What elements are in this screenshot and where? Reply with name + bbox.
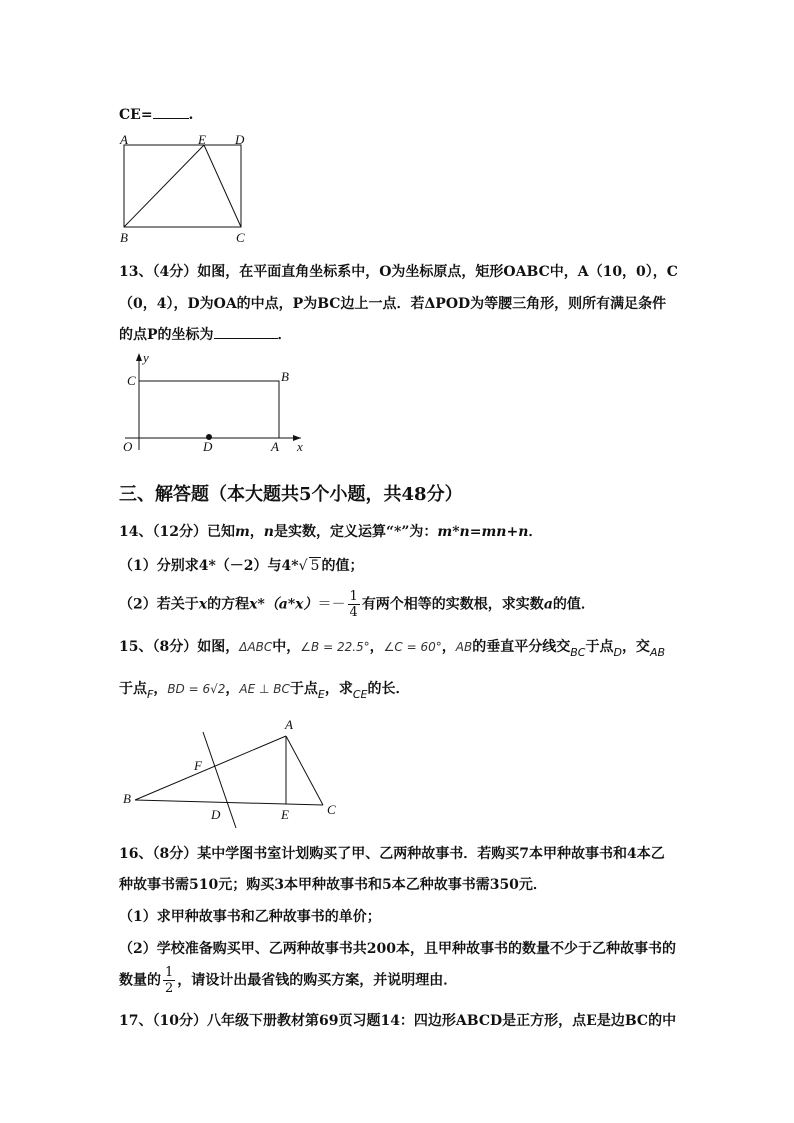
q16-part-1: （1）求甲种故事书和乙种故事书的单价； <box>119 909 381 925</box>
q15-line-2 <box>119 678 409 701</box>
y-axis-arrow <box>136 353 142 361</box>
q13-line-1: 13、（4分）如图，在平面直角坐标系中，O为坐标原点，矩形OABC中，A（10，0），C <box>119 264 678 280</box>
label-b: B <box>281 369 289 384</box>
q12-answer-line <box>119 104 193 123</box>
q14-text-a: 14、（12分）已知 <box>119 524 235 540</box>
q15-text-a: 15、（8分）如图， <box>119 639 240 655</box>
coordinate-figure <box>115 350 315 456</box>
q15-text-d: 于点 <box>585 639 614 655</box>
q15-line-1 <box>119 636 665 659</box>
rect-oabc <box>139 381 279 438</box>
q15-text-g: 于点 <box>289 681 318 697</box>
section-3-heading: 三、解答题（本大题共5个小题，共48分） <box>119 484 463 505</box>
q15-point-d: D <box>613 646 622 659</box>
q14-formula: m*n=mn+n <box>437 524 529 540</box>
label-e: E <box>281 807 289 822</box>
q14-equation: x*（a*x） <box>249 596 318 613</box>
label-d: D <box>235 132 245 147</box>
q13-line-3 <box>119 324 292 344</box>
segment-bc <box>135 800 323 805</box>
q14-text-end: ． <box>528 524 543 540</box>
q15-sep-4: ， <box>225 681 240 697</box>
label-x: x <box>297 439 303 454</box>
q16-line-2: 种故事书需510元；购买3本甲种故事书和5本乙种故事书需350元． <box>119 877 547 893</box>
q14-frac-num: 1 <box>349 589 358 604</box>
q14-var-m: m <box>234 524 250 540</box>
q15-sep-2: ， <box>441 639 456 655</box>
label-a: A <box>271 439 279 454</box>
q12-prefix: CE= <box>119 107 153 123</box>
q14-frac-den: 4 <box>349 605 358 620</box>
label-f: F <box>194 758 202 773</box>
q15-angle-b: ∠B = 22.5° <box>300 640 370 654</box>
q14-eqsign: ＝－ <box>317 596 346 613</box>
q16-p3-text-a: 数量的 <box>119 972 161 989</box>
q14-line-1 <box>119 521 542 541</box>
q14-text-c: 是实数，定义运算“*”为： <box>273 524 438 540</box>
rect-abcd <box>124 145 241 227</box>
q13-line-2: （0，4），D为OA的中点，P为BC边上一点．若ΔPOD为等腰三角形，则所有满足条件 <box>119 296 667 312</box>
q14-part-2 <box>119 589 595 620</box>
q16-frac-den: 2 <box>165 981 174 996</box>
q15-text-c: 的垂直平分线交 <box>472 639 571 655</box>
q15-text-h: ，求 <box>324 681 353 697</box>
label-a: A <box>285 717 293 732</box>
q15-ab-2: AB <box>649 646 666 659</box>
label-d: D <box>211 807 221 822</box>
q16-p3-text-b: ，请设计出最省钱的购买方案，并说明理由． <box>177 972 458 989</box>
q16-line-1: 16、（8分）某中学图书室计划购买了甲、乙两种故事书．若购买7本甲种故事书和4本乙 <box>119 846 665 862</box>
q14-p2-text-b: 的方程 <box>207 596 250 613</box>
segment-be <box>124 145 204 227</box>
q12-answer-blank <box>153 104 189 119</box>
q15-sep-1: ， <box>369 639 384 655</box>
label-o: O <box>123 439 133 454</box>
q14-var-x: x <box>198 596 208 613</box>
q14-var-n: n <box>263 524 274 540</box>
q15-triangle: ΔABC <box>239 640 273 654</box>
q15-point-f: F <box>147 688 154 701</box>
q14-p2-text-a: （2）若关于 <box>119 596 199 613</box>
segment-ec <box>204 145 241 227</box>
label-c: C <box>327 802 336 817</box>
q12-suffix: . <box>188 107 194 123</box>
q15-ce: CE <box>352 688 368 701</box>
q15-point-e: E <box>317 688 325 701</box>
q13-line-3-text: 的点P的坐标为 <box>119 327 214 343</box>
q14-p2-end: 的值． <box>552 596 595 613</box>
label-d: D <box>203 439 213 454</box>
q13-answer-blank <box>214 324 278 339</box>
q15-bd: BD = 6√2 <box>167 682 226 696</box>
q14-p1-text: （1）分别求4*（－2）与4* <box>119 558 299 574</box>
q15-sep-3: ， <box>153 681 168 697</box>
q14-part-1: （1）分别求4*（－2）与4*√ 5 的值； <box>119 558 364 574</box>
segment-ac <box>286 736 323 805</box>
q13-line-3-end: ． <box>277 327 292 343</box>
q15-text-e: ，交 <box>621 639 650 655</box>
q14-fraction <box>348 589 360 620</box>
rectangle-figure <box>110 128 260 248</box>
q15-text-b: 中， <box>272 639 301 655</box>
q15-text-end: 的长． <box>367 681 410 697</box>
q14-p2-text-c: 有两个相等的实数根，求实数 <box>361 596 544 613</box>
triangle-figure <box>115 712 350 832</box>
q16-frac-num: 1 <box>165 965 174 980</box>
q17-line-1: 17、（10分）八年级下册教材第69页习题14：四边形ABCD是正方形，点E是边BC的中 <box>119 1013 677 1029</box>
q14-text-b: ， <box>249 524 264 540</box>
label-c: C <box>236 230 245 245</box>
q16-part-3 <box>119 965 457 996</box>
label-b: B <box>120 230 128 245</box>
q15-text-f: 于点 <box>119 681 147 697</box>
q14-var-a: a <box>543 596 553 613</box>
q15-ab: AB <box>455 640 473 654</box>
segment-ba <box>135 736 286 800</box>
q16-fraction <box>163 965 175 996</box>
label-c: C <box>127 373 136 388</box>
label-e: E <box>198 132 206 147</box>
q16-part-2: （2）学校准备购买甲、乙两种故事书共200本，且甲种故事书的数量不少于乙种故事书的 <box>119 941 676 957</box>
label-b: B <box>123 791 131 806</box>
q15-angle-c: ∠C = 60° <box>383 640 442 654</box>
q14-p1-end: 的值； <box>321 558 364 574</box>
q15-perp: AE ⊥ BC <box>239 682 290 696</box>
label-a: A <box>120 132 128 147</box>
q15-bc: BC <box>570 646 586 659</box>
q14-sqrt-5: 5 <box>310 558 320 574</box>
label-y: y <box>143 350 149 365</box>
